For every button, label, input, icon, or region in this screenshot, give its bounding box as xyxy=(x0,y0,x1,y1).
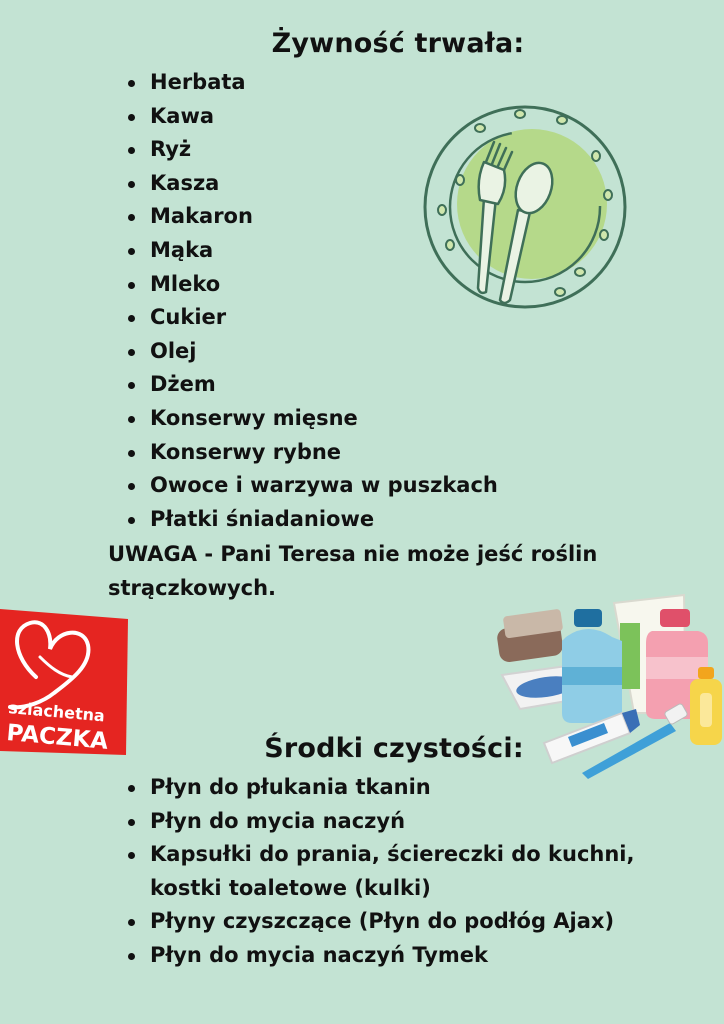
list-item: Kasza xyxy=(128,168,498,202)
list-item: Płyn do mycia naczyń Tymek xyxy=(128,939,650,973)
logo-line1: szlachetna xyxy=(7,698,106,726)
list-item: Olej xyxy=(128,336,498,370)
list-item: Płyn do płukania tkanin xyxy=(128,771,650,805)
list-item: Mąka xyxy=(128,235,498,269)
list-item: Płyn do mycia naczyń xyxy=(128,805,650,839)
food-title: Żywność trwała: xyxy=(271,28,525,59)
list-item: Dżem xyxy=(128,369,498,403)
list-item: Cukier xyxy=(128,302,498,336)
cleaning-list xyxy=(128,771,650,972)
plate-icon xyxy=(420,100,630,315)
list-item: Konserwy rybne xyxy=(128,437,498,471)
list-item: Mleko xyxy=(128,269,498,303)
list-item: Płatki śniadaniowe xyxy=(128,504,498,538)
list-item: Ryż xyxy=(128,134,498,168)
list-item: Owoce i warzywa w puszkach xyxy=(128,470,498,504)
list-item: Herbata xyxy=(128,67,498,101)
logo-line2: PACZKA xyxy=(5,720,110,755)
list-item: Makaron xyxy=(128,201,498,235)
list-item: Konserwy mięsne xyxy=(128,403,498,437)
list-item: Kapsułki do prania, ściereczki do kuchni, kostki toaletowe (kulki) xyxy=(128,838,650,905)
list-item: Kawa xyxy=(128,101,498,135)
list-item: Płyny czyszczące (Płyn do podłóg Ajax) xyxy=(128,905,650,939)
brush-icon xyxy=(496,609,564,664)
cleaning-title: Środki czystości: xyxy=(264,733,524,764)
warning-note: UWAGA - Pani Teresa nie może jeść roślin strączkowych. xyxy=(108,542,598,600)
